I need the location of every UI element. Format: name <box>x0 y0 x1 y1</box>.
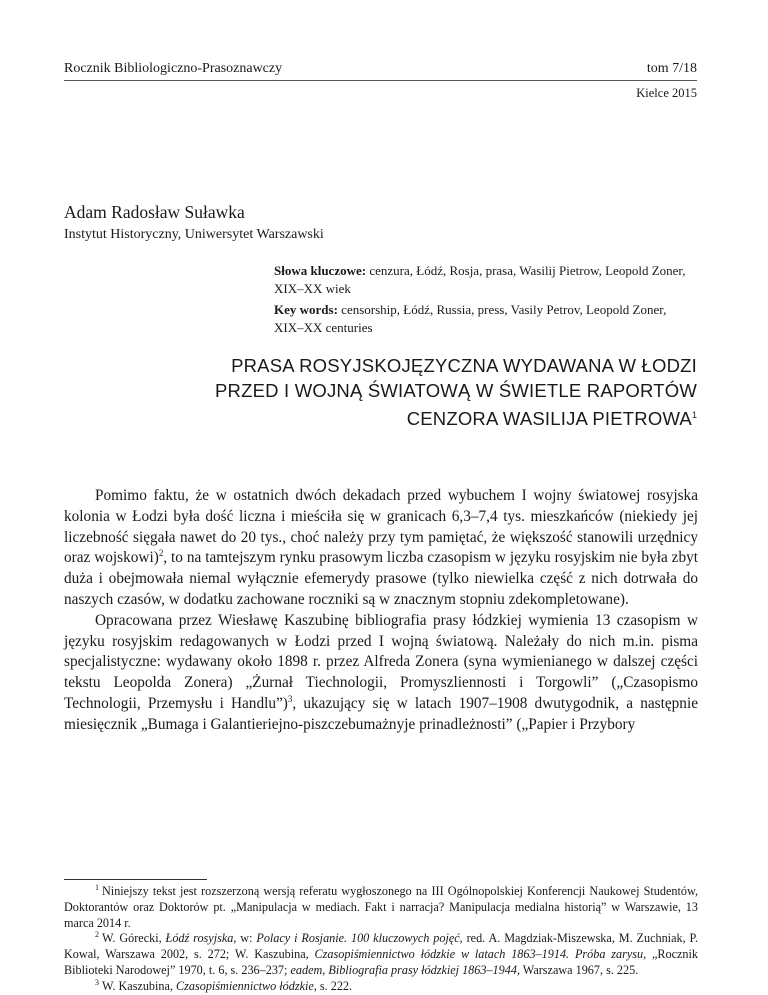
keywords-polish <box>274 262 699 297</box>
paragraph-2-text-b: , ukazujący się w latach 1907–1908 dwutygodnik, a następnie miesięcznik „Bumaga i Galantieriejno-piszczebumażnyje prinadleżnosti” („Papier i Przybory <box>64 694 698 733</box>
keywords-polish-label: Słowa kluczowe: <box>274 263 367 278</box>
header-divider <box>64 80 697 81</box>
footnote-2-part-e: , red. A. Magdziak-Miszewska, M. Zuchniak, P. Kowal, Warszawa 2002, s. 272; W. Kaszubina, <box>64 931 698 962</box>
footnote-1-text: Niniejszy tekst jest rozszerzoną wersją referatu wygłoszonego na III Ogólnopolskiej Konferencji Naukowej Studentów, Doktorantów oraz Doktorów pt. „Manipulacja w mediach. Fakt i narracja? Manipulacja medialna historią” w Warszawie, 13 marca 2014 r. <box>64 884 698 930</box>
paragraph-1 <box>64 486 698 611</box>
footnote-3-part-c: , s. 222. <box>313 978 353 993</box>
footnote-2-number: 2 <box>95 930 99 940</box>
paragraph-1-text-a: Pomimo faktu, że w ostatnich dwóch dekadach przed wybuchem I wojny światowej rosyjska kolonia w Łodzi była dość liczna i mieściła się w granicach 6,3–7,4 tys. mieszkańców (niekiedy jej liczebność sięgała nawet do 20 tys., choć należy przy tym pamiętać, że większość stanowili urzędnicy oraz wojskowi) <box>64 487 698 567</box>
footnote-2-part-c: , w: <box>233 931 257 946</box>
footnote-2-part-d: Polacy i Rosjanie. 100 kluczowych pojęć <box>256 931 460 946</box>
footnote-2-part-i: , <box>322 962 329 977</box>
footnote-1-number: 1 <box>95 882 99 892</box>
footnote-3-part-a: W. Kaszubina, <box>102 978 177 993</box>
footnote-divider <box>64 879 207 880</box>
footnote-ref-3[interactable]: 3 <box>287 693 293 704</box>
author-affiliation: Instytut Historyczny, Uniwersytet Warszawski <box>64 227 324 242</box>
article-title <box>177 353 697 431</box>
title-line-3 <box>177 403 697 431</box>
title-line-3-text: CENZORA WASILIJA PIETROWA <box>406 408 692 430</box>
footnote-2-part-h: eadem <box>290 962 323 977</box>
author-name: Adam Radosław Suławka <box>64 202 245 222</box>
footnote-2 <box>64 931 698 978</box>
footnote-3 <box>64 979 698 995</box>
footnote-2-part-b: Łódź rosyjska <box>165 931 234 946</box>
volume-number: tom 7/18 <box>646 61 697 76</box>
place-year: Kielce 2015 <box>636 86 697 100</box>
footnote-3-part-b: Czasopiśmiennictwo łódzkie <box>176 978 314 993</box>
footnote-ref-2[interactable]: 2 <box>158 548 164 559</box>
article-body <box>64 486 698 736</box>
paragraph-2 <box>64 611 698 736</box>
footnote-1 <box>64 884 698 931</box>
journal-name: Rocznik Bibliologiczno-Prasoznawczy <box>64 61 283 76</box>
paragraph-1-text-b: , to na tamtejszym rynku prasowym liczba czasopism w języku rosyjskim nie była zbyt duża i obejmowała niemal wyłącznie efemerydy prasowe (tylko niewielka część z nich dotrwała do naszych czasów, w dodatku zachowane roczniki są w znacznym stopniu zdekompletowane). <box>64 549 698 608</box>
title-footnote-ref[interactable]: 1 <box>691 410 697 420</box>
footnote-2-part-a: W. Górecki, <box>102 931 166 946</box>
footnote-2-part-k: , Warszawa 1967, s. 225. <box>516 962 639 977</box>
keywords-polish-text: cenzura, Łódź, Rosja, prasa, Wasilij Pietrow, Leopold Zoner, XIX–XX wiek <box>274 263 686 296</box>
title-line-1: PRASA ROSYJSKOJĘZYCZNA WYDAWANA W ŁODZI <box>231 355 697 376</box>
paragraph-2-text-a: Opracowana przez Wiesławę Kaszubinę bibliografia prasy łódzkiej wymienia 13 czasopism w języku rosyjskim redagowanych w Łodzi przed I wojną światową. Należały do nich m.in. pisma specjalistyczne: wydawany około 1898 r. przez Alfreda Zonera (syna wymienianego w dalszej części tekstu Leopolda Zonera) „Żurnał Tiechnologii, Promyszliennosti i Torgowli” („Czasopismo Technologii, Przemysłu i Handlu”) <box>64 611 698 712</box>
keywords-english-text: censorship, Łódź, Russia, press, Vasily Petrov, Leopold Zoner, XIX–XX centuries <box>274 302 667 335</box>
title-line-2: PRZED I WOJNĄ ŚWIATOWĄ W ŚWIETLE RAPORTÓW <box>214 380 697 401</box>
keywords-english <box>274 301 699 336</box>
footnote-3-number: 3 <box>95 977 99 987</box>
footnote-2-part-j: Bibliografia prasy łódzkiej 1863–1944 <box>328 962 517 977</box>
footnote-2-part-f: Czasopiśmiennictwo łódzkie w latach 1863–1914. Próba zarysu <box>314 947 644 962</box>
keywords-english-label: Key words: <box>274 302 338 317</box>
footnote-2-part-g: , „Rocznik Biblioteki Narodowej” 1970, t. 6, s. 236–237; <box>64 947 698 977</box>
footnotes <box>64 884 698 995</box>
